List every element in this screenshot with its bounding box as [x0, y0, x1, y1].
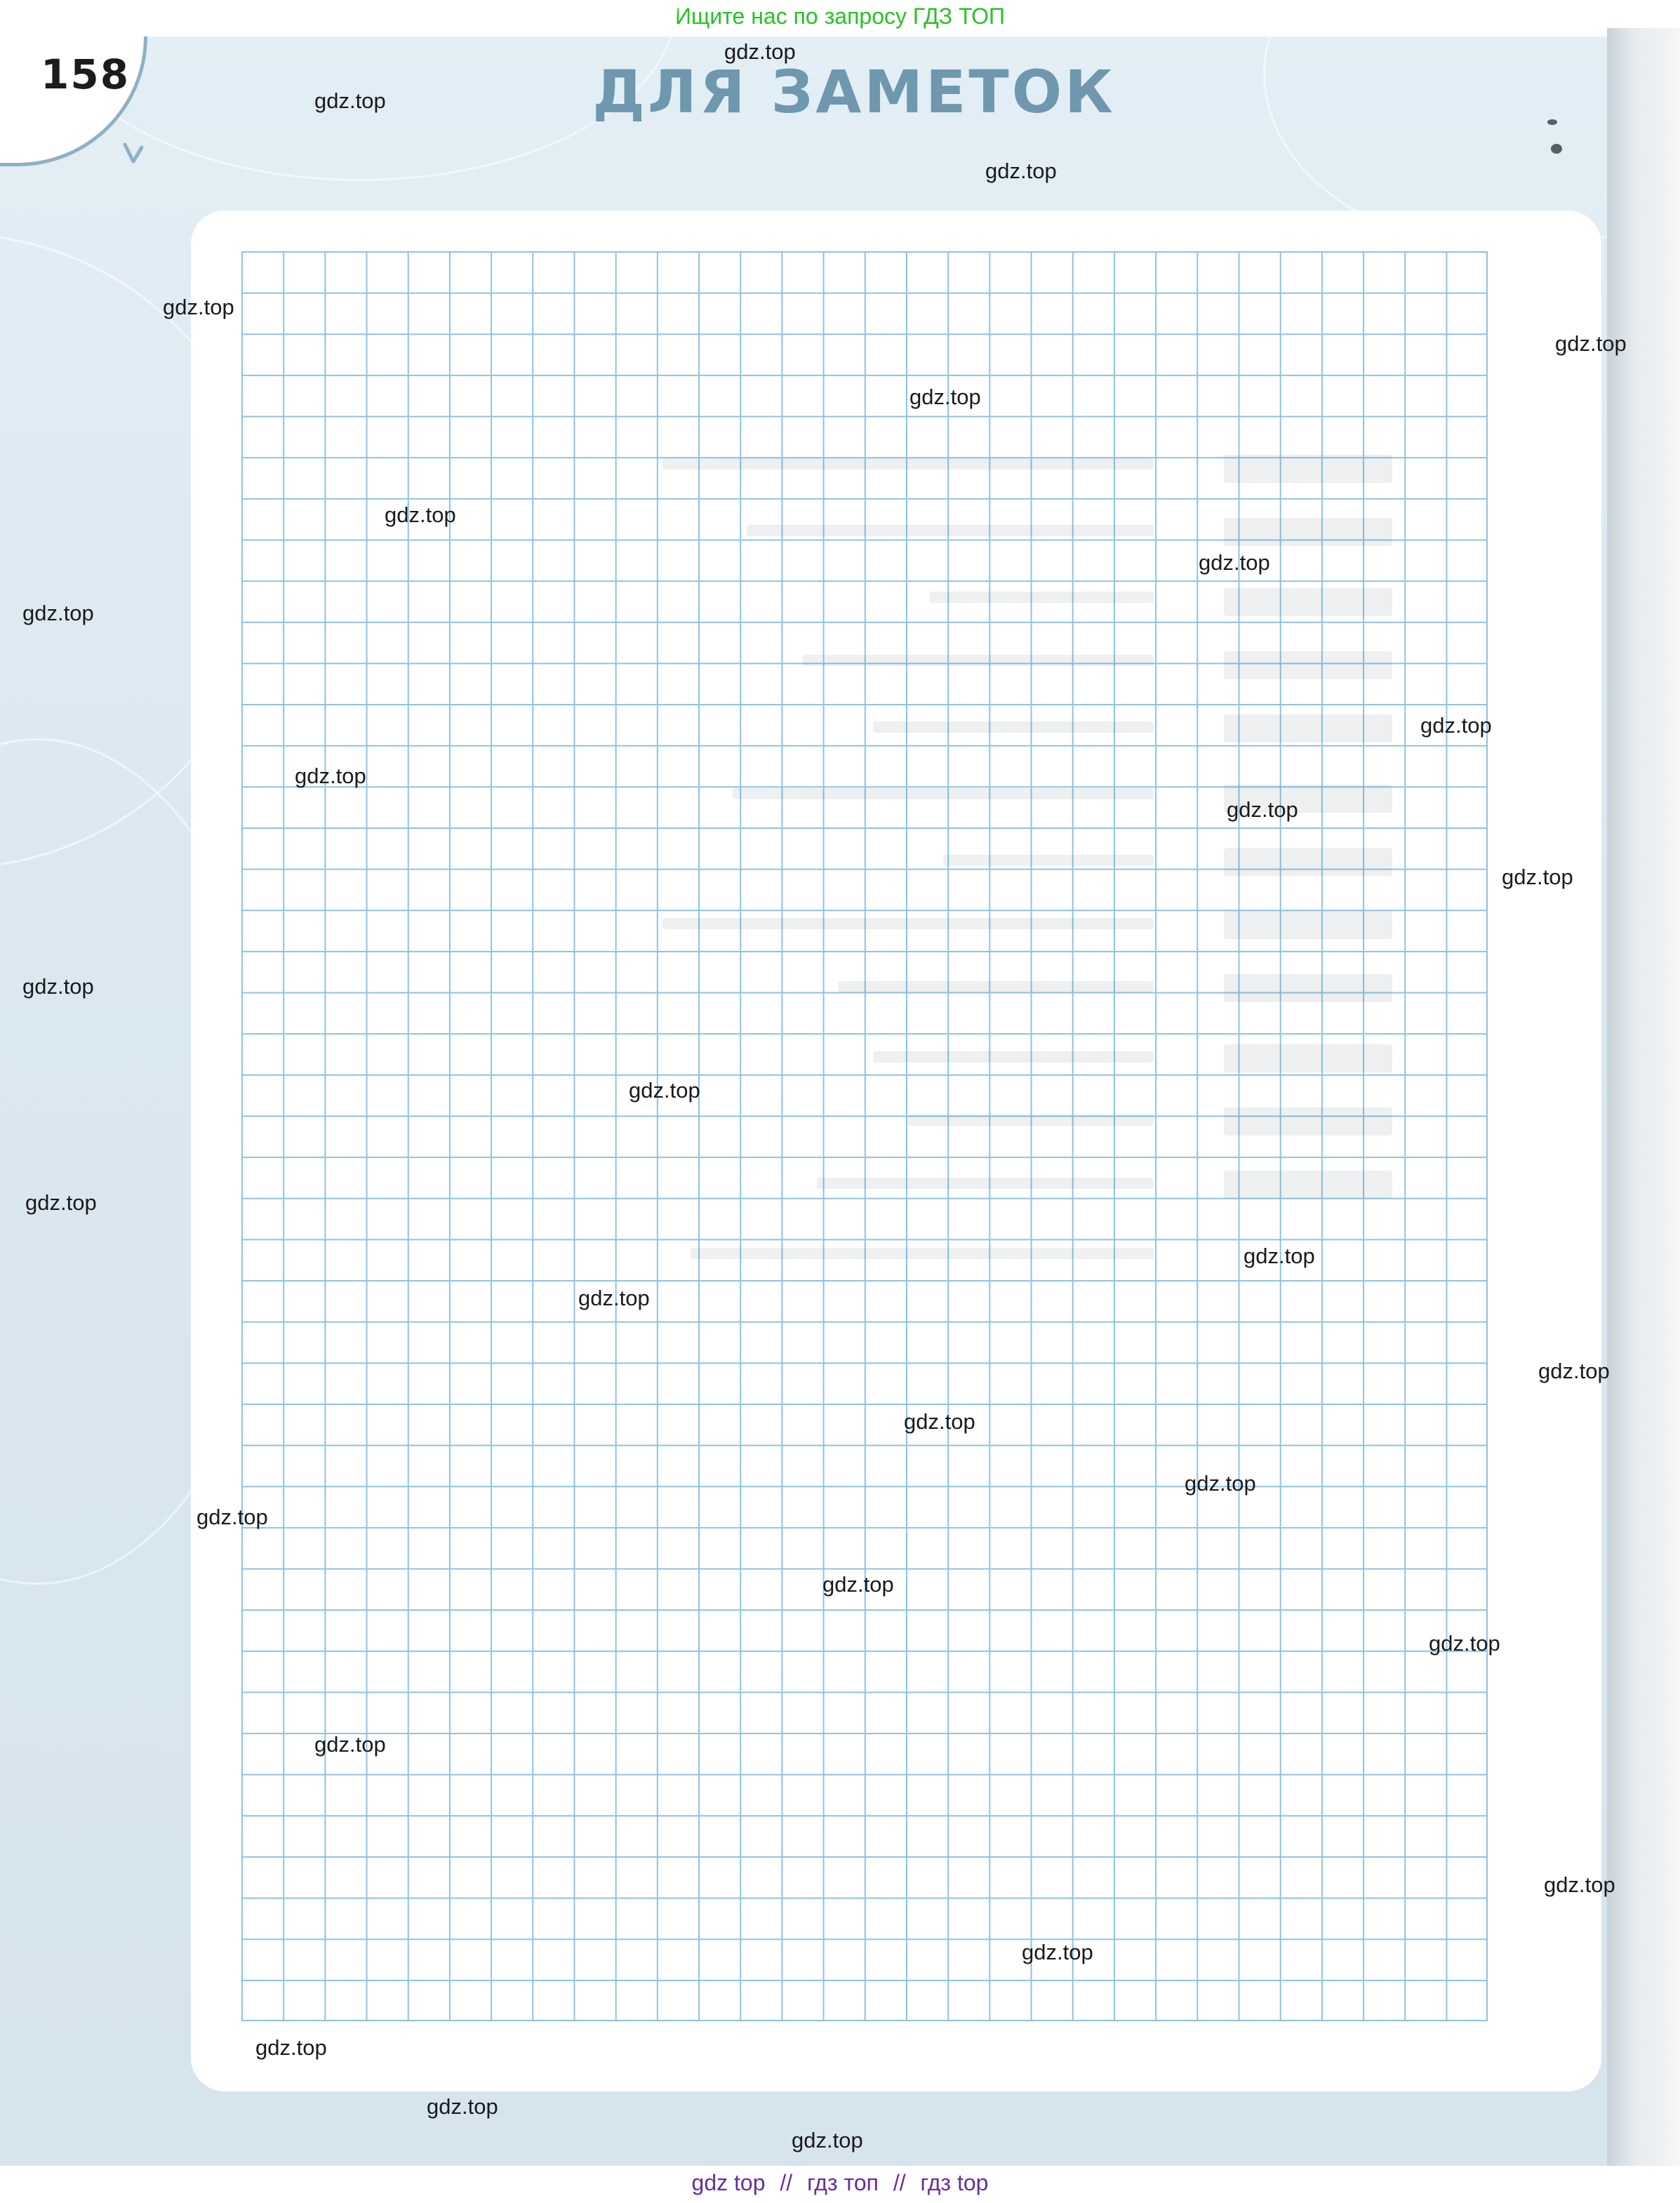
footer-links — [0, 2166, 1680, 2201]
watermark: gdz.top — [909, 385, 981, 409]
watermark: gdz.top — [1227, 797, 1298, 822]
footer-link[interactable]: gdz top — [691, 2170, 766, 2195]
curved-arrow-icon — [119, 140, 147, 168]
watermark: gdz.top — [163, 295, 234, 319]
watermark: gdz.top — [196, 1505, 268, 1529]
page-number: 158 — [41, 51, 131, 98]
watermark: gdz.top — [1022, 1940, 1093, 1964]
watermark: gdz.top — [22, 974, 94, 999]
watermark: gdz.top — [985, 159, 1057, 183]
watermark: gdz.top — [427, 2094, 498, 2119]
watermark: gdz.top — [314, 1732, 386, 1757]
watermark: gdz.top — [822, 1572, 894, 1597]
scan-smudge — [1551, 144, 1562, 154]
footer-separator: // — [780, 2170, 793, 2195]
watermark: gdz.top — [1502, 865, 1573, 889]
watermark: gdz.top — [385, 503, 456, 527]
watermark: gdz.top — [1544, 1872, 1615, 1897]
footer-link[interactable]: гдз топ — [807, 2170, 879, 2195]
watermark: gdz.top — [1555, 331, 1627, 356]
watermark: gdz.top — [578, 1286, 650, 1310]
watermark: gdz.top — [295, 764, 366, 788]
watermark: gdz.top — [1199, 550, 1270, 575]
watermark: gdz.top — [1429, 1631, 1500, 1656]
footer-link[interactable]: гдз top — [920, 2170, 989, 2195]
watermark: gdz.top — [1185, 1471, 1256, 1496]
watermark: gdz.top — [25, 1190, 97, 1215]
watermark: gdz.top — [792, 2128, 863, 2152]
watermark: gdz.top — [1244, 1244, 1315, 1268]
page-title: ДЛЯ ЗАМЕТОК — [592, 58, 1116, 126]
watermark: gdz.top — [1538, 1359, 1610, 1383]
watermark: gdz.top — [629, 1078, 700, 1103]
top-banner[interactable]: Ищите нас по запросу ГДЗ ТОП — [675, 4, 1005, 29]
watermark: gdz.top — [1420, 713, 1492, 738]
footer-separator: // — [893, 2170, 906, 2195]
watermark: gdz.top — [314, 88, 386, 113]
watermark: gdz.top — [904, 1409, 975, 1434]
watermark: gdz.top — [724, 39, 796, 64]
watermark: gdz.top — [22, 601, 94, 625]
watermark: gdz.top — [255, 2035, 327, 2060]
